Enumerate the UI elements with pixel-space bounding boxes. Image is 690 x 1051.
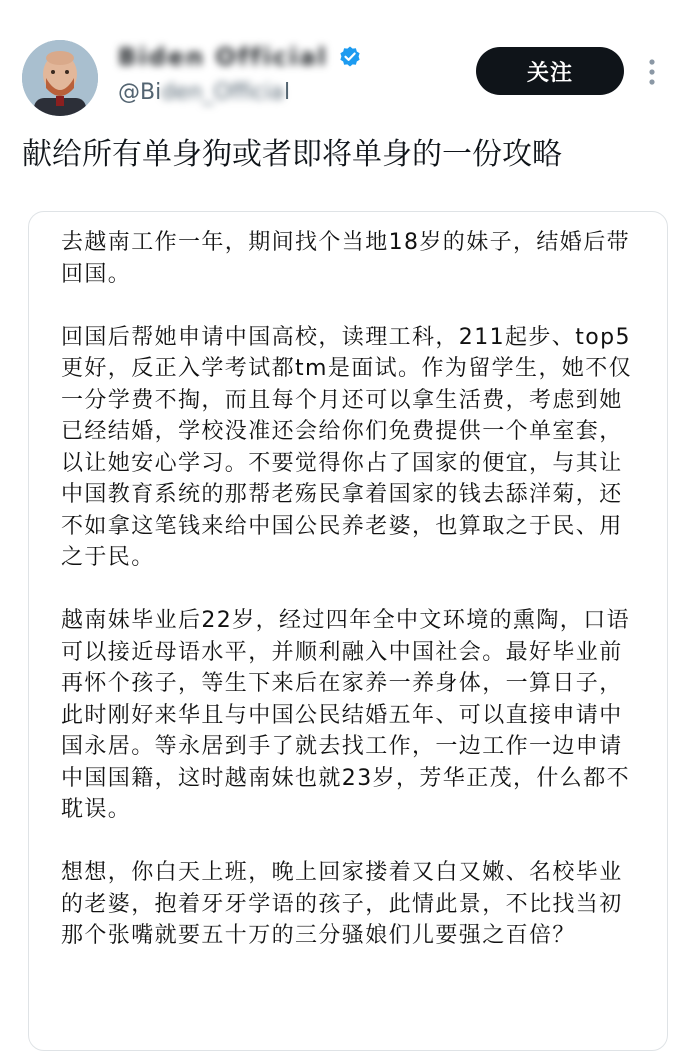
attached-image-card[interactable] xyxy=(28,211,668,1051)
author-handle[interactable] xyxy=(118,80,290,105)
post-text: 献给所有单身狗或者即将单身的一份攻略 xyxy=(22,137,562,172)
handle-blurred-part: den_Officia xyxy=(161,80,284,105)
display-name-text: Biden Official xyxy=(118,43,328,71)
follow-button[interactable]: 关注 xyxy=(476,47,624,95)
handle-visible-part: @Bi xyxy=(118,80,162,105)
paragraph-2: 回国后帮她申请中国高校，读理工科，211起步、top5更好，反正入学考试都tm是面试。作为留学生，她不仅一分学费不掏，而且每个月还可以拿生活费，考虑到她已经结婚，学校没准还会给你们免费提供一个单室套，以让她安心学习。不要觉得你占了国家的便宜，与其让中国教育系统的那帮老殇民拿着国家的钱去舔洋菊，还不如拿这笔钱来给中国公民养老婆，也算取之于民、用之于民。 xyxy=(61,324,633,570)
author-avatar[interactable] xyxy=(22,40,98,116)
handle-tail: l xyxy=(283,80,291,105)
post-header xyxy=(0,0,690,118)
author-display-name[interactable] xyxy=(118,42,362,72)
image-text-content xyxy=(61,227,641,983)
avatar-portrait-image xyxy=(22,40,98,116)
paragraph-4: 想想，你白天上班，晚上回家搂着又白又嫩、名校毕业的老婆，抱着牙牙学语的孩子，此情此景，不比找当初那个张嘴就要五十万的三分骚娘们儿要强之百倍？ xyxy=(61,860,623,948)
verified-badge-icon xyxy=(338,45,362,69)
paragraph-1: 去越南工作一年，期间找个当地18岁的妹子，结婚后带回国。 xyxy=(61,230,630,287)
more-vertical-icon[interactable] xyxy=(640,52,664,92)
paragraph-3: 越南妹毕业后22岁，经过四年全中文环境的熏陶，口语可以接近母语水平，并顺利融入中国社会。最好毕业前再怀个孩子，等生下来后在家养一养身体，一算日子，此时刚好来华且与中国公民结婚五年、可以直接申请中国永居。等永居到手了就去找工作，一边工作一边申请中国国籍，这时越南妹也就23岁，芳华正茂，什么都不耽误。 xyxy=(61,608,630,822)
